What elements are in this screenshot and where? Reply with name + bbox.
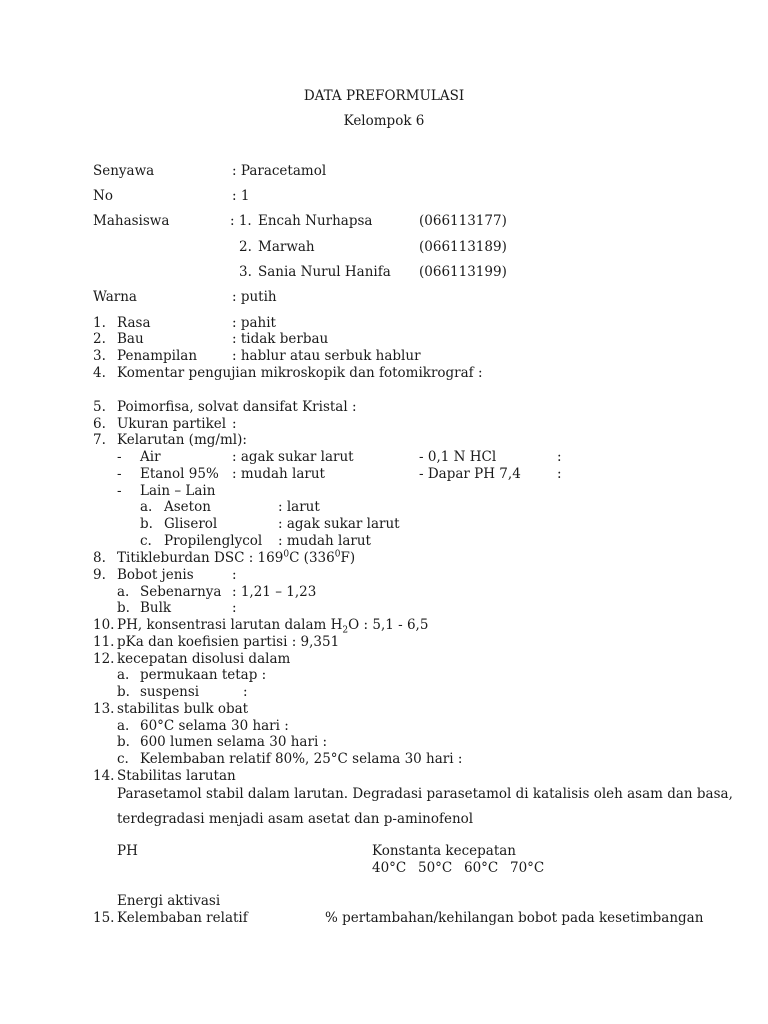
warna-label: Warna — [93, 289, 137, 305]
air-label: Air — [140, 449, 161, 465]
aseton-label: Aseton — [164, 499, 211, 515]
mahasiswa-nim: (066113199) — [419, 264, 507, 280]
sub-letter: b. — [117, 734, 130, 750]
bobot-value: : — [232, 567, 237, 583]
air-value: : agak sukar larut — [232, 449, 354, 465]
disolusi-text: kecepatan disolusi dalam — [117, 651, 291, 667]
mahasiswa-number: 3. — [239, 264, 252, 280]
dapar-label: - Dapar PH 7,4 — [419, 466, 521, 482]
mahasiswa-label: Mahasiswa — [93, 213, 170, 229]
sebenarnya-label: Sebenarnya — [140, 584, 222, 600]
ukuran-value: : — [232, 416, 237, 432]
stabilitas-bulk-text: stabilitas bulk obat — [117, 701, 249, 717]
rasa-label: Rasa — [117, 315, 151, 331]
bullet-dash: - — [117, 483, 122, 499]
list-number: 4. — [93, 365, 106, 381]
list-number: 3. — [93, 348, 106, 364]
etanol-value: : mudah larut — [232, 466, 325, 482]
list-number: 2. — [93, 331, 106, 347]
degree-mark: 0 — [283, 549, 290, 560]
rasa-value: : pahit — [232, 315, 276, 331]
list-number: 12. — [93, 651, 115, 667]
list-number: 14. — [93, 768, 115, 784]
penampilan-value: : hablur atau serbuk hablur — [232, 348, 421, 364]
senyawa-label: Senyawa — [93, 163, 155, 179]
kelembaban-label: Kelembaban relatif — [117, 910, 248, 926]
permukaan-text: permukaan tetap : — [140, 667, 267, 683]
bulk-label: Bulk — [140, 600, 172, 616]
list-number: 5. — [93, 399, 106, 415]
temperature-label: 60°C — [464, 860, 499, 876]
lain-label: Lain – Lain — [140, 483, 216, 499]
list-number: 13. — [93, 701, 115, 717]
sub-letter: a. — [117, 667, 130, 683]
bobot-label: Bobot jenis — [117, 567, 194, 583]
document-subtitle: Kelompok 6 — [343, 113, 425, 129]
bullet-dash: - — [117, 466, 122, 482]
mahasiswa-name: Marwah — [258, 239, 315, 255]
degree-mark: 0 — [334, 549, 341, 560]
mahasiswa-nim: (066113177) — [419, 213, 507, 229]
dapar-value: : — [557, 466, 562, 482]
paragraph-line: terdegradasi menjadi asam asetat dan p-aminofenol — [117, 811, 474, 827]
pka-text: pKa dan koefisien partisi : 9,351 — [117, 634, 340, 650]
list-number: 9. — [93, 567, 106, 583]
sub-letter: a. — [117, 718, 130, 734]
titik-lebur-part: Titikleburdan DSC : 169 — [117, 550, 284, 566]
konstanta-label: Konstanta kecepatan — [372, 843, 516, 859]
poimorfisa-text: Poimorfisa, solvat dansifat Kristal : — [117, 399, 357, 415]
list-number: 1. — [93, 315, 106, 331]
ph-text-part: O : 5,1 - 6,5 — [348, 617, 429, 633]
sebenarnya-value: : 1,21 – 1,23 — [232, 584, 317, 600]
sub-letter: c. — [140, 533, 152, 549]
subscript-two: 2 — [342, 625, 349, 636]
document-title: DATA PREFORMULASI — [303, 88, 465, 104]
suspensi-label: suspensi — [140, 684, 200, 700]
list-number: 11. — [93, 634, 115, 650]
hcl-label: - 0,1 N HCl — [419, 449, 497, 465]
stabilitas-c-text: Kelembaban relatif 80%, 25°C selama 30 hari : — [140, 751, 463, 767]
sub-letter: a. — [140, 499, 153, 515]
mahasiswa-name: Sania Nurul Hanifa — [258, 264, 391, 280]
bulk-value: : — [232, 600, 237, 616]
warna-value: : putih — [232, 289, 277, 305]
hcl-value: : — [557, 449, 562, 465]
gliserol-value: : agak sukar larut — [278, 516, 400, 532]
stabilitas-larutan-label: Stabilitas larutan — [117, 768, 236, 784]
bau-value: : tidak berbau — [232, 331, 329, 347]
gliserol-label: Gliserol — [164, 516, 218, 532]
propilen-label: Propilenglycol — [164, 533, 263, 549]
etanol-label: Etanol 95% — [140, 466, 219, 482]
pertambahan-label: % pertambahan/kehilangan bobot pada kesetimbangan — [325, 910, 704, 926]
stabilitas-b-text: 600 lumen selama 30 hari : — [140, 734, 328, 750]
temperature-label: 40°C — [372, 860, 407, 876]
sub-letter: a. — [117, 584, 130, 600]
aseton-value: : larut — [278, 499, 320, 515]
temperature-label: 70°C — [510, 860, 545, 876]
suspensi-value: : — [243, 684, 248, 700]
senyawa-value: : Paracetamol — [232, 163, 327, 179]
list-number: 15. — [93, 910, 115, 926]
titik-lebur-text — [117, 550, 355, 567]
list-number: 10. — [93, 617, 115, 633]
stabilitas-a-text: 60°C selama 30 hari : — [140, 718, 289, 734]
mahasiswa-number: : 1. — [230, 213, 252, 229]
list-number: 7. — [93, 432, 106, 448]
titik-lebur-part: F) — [340, 550, 356, 566]
list-number: 6. — [93, 416, 106, 432]
no-label: No — [93, 188, 113, 204]
sub-letter: b. — [117, 684, 130, 700]
paragraph-line: Parasetamol stabil dalam larutan. Degradasi parasetamol di katalisis oleh asam dan basa, — [117, 786, 733, 802]
propilen-value: : mudah larut — [278, 533, 371, 549]
kelarutan-label: Kelarutan (mg/ml): — [117, 432, 247, 448]
energi-label: Energi aktivasi — [117, 893, 221, 909]
sub-letter: b. — [140, 516, 153, 532]
ukuran-label: Ukuran partikel — [117, 416, 227, 432]
bau-label: Bau — [117, 331, 144, 347]
temperature-label: 50°C — [418, 860, 453, 876]
ph-column-label: PH — [117, 843, 138, 859]
bullet-dash: - — [117, 449, 122, 465]
mahasiswa-name: Encah Nurhapsa — [258, 213, 373, 229]
no-value: : 1 — [232, 188, 250, 204]
sub-letter: c. — [117, 751, 129, 767]
mahasiswa-nim: (066113189) — [419, 239, 507, 255]
komentar-text: Komentar pengujian mikroskopik dan fotomikrograf : — [117, 365, 483, 381]
penampilan-label: Penampilan — [117, 348, 198, 364]
list-number: 8. — [93, 550, 106, 566]
ph-text-part: PH, konsentrasi larutan dalam H — [117, 617, 343, 633]
titik-lebur-part: C (336 — [289, 550, 335, 566]
ph-text — [117, 617, 428, 634]
sub-letter: b. — [117, 600, 130, 616]
mahasiswa-number: 2. — [239, 239, 252, 255]
